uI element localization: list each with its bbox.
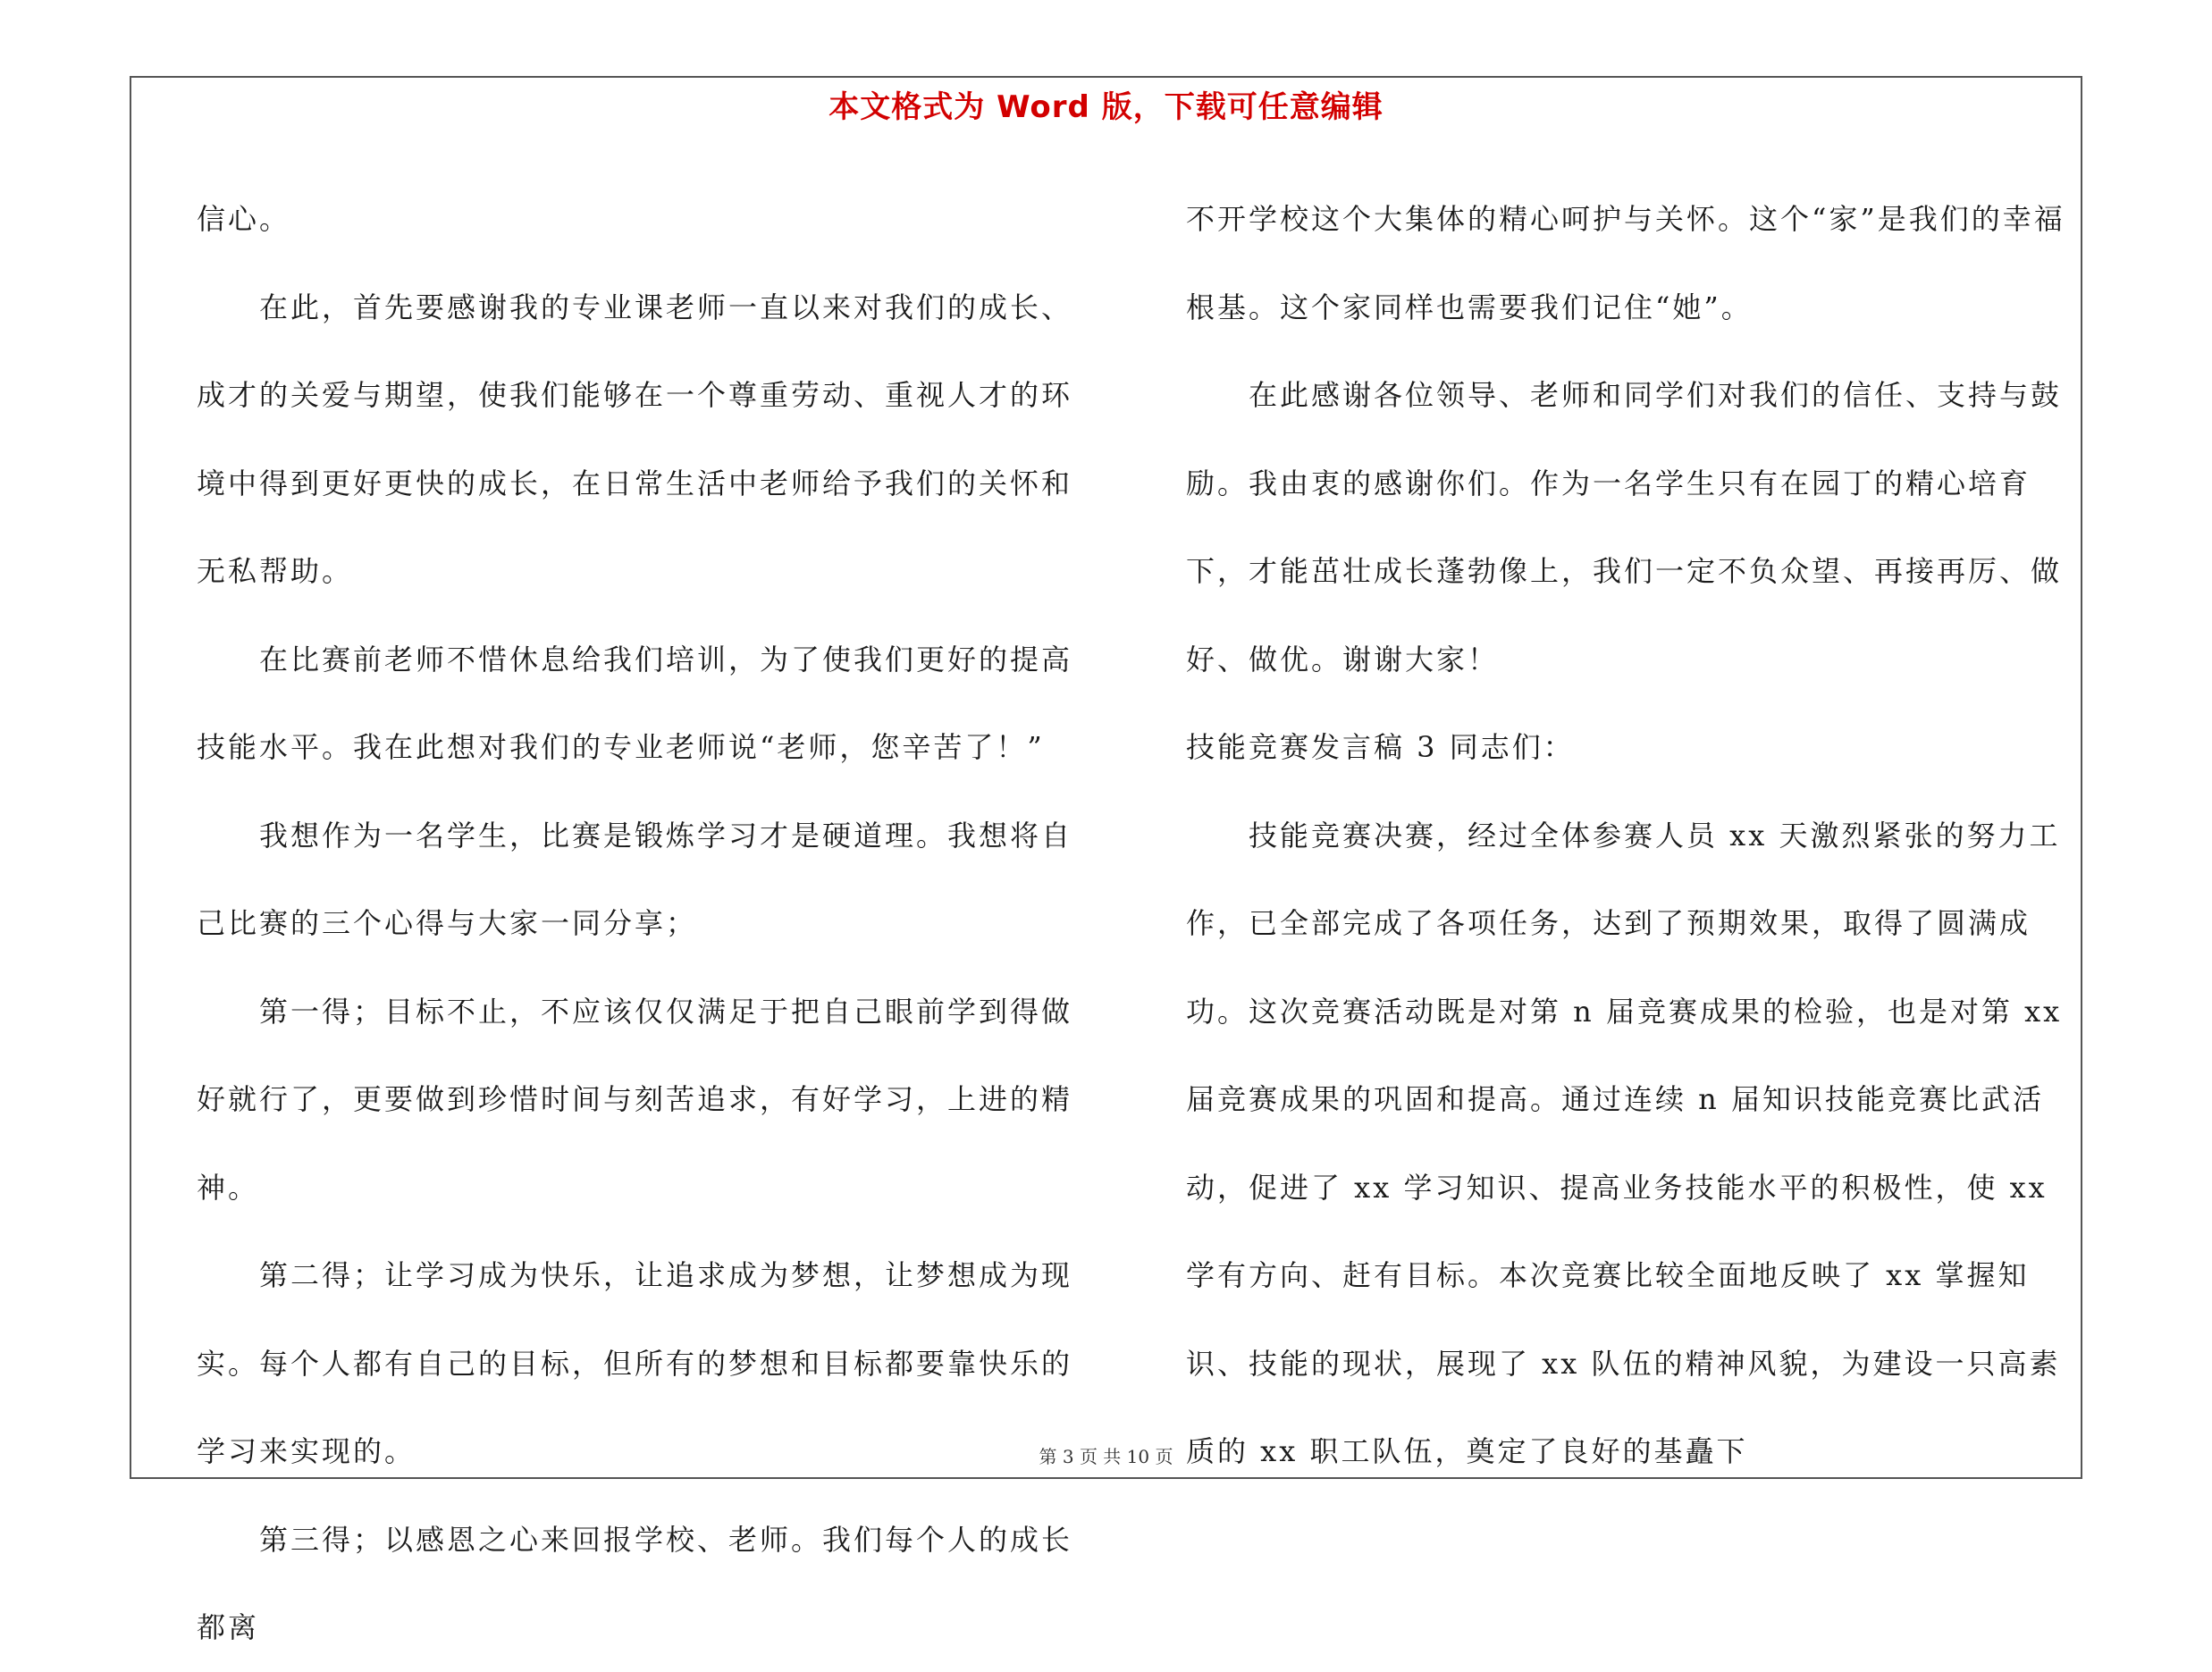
- paragraph: 在此感谢各位领导、老师和同学们对我们的信任、支持与鼓励。我由衷的感谢你们。作为一名学生只有在园丁的精心培育下，才能茁壮成长蓬勃像上，我们一定不负众望、再接再厉、做好、做优。谢谢大家！: [1186, 378, 2063, 676]
- paragraph: 信心。: [197, 202, 291, 236]
- paragraph: 技能竞赛决赛，经过全体参赛人员 xx 天激烈紧张的努力工作，已全部完成了各项任务，达到了预期效果，取得了圆满成功。这次竞赛活动既是对第 n 届竞赛成果的检验，也是对第 xx 届竞赛成果的巩固和提高。通过连续 n 届知识技能竞赛比武活动，促进了 xx 学习知识、提高业务技能水平的积极性，使 xx 学有方向、赶有目标。本次竞赛比较全面地反映了 xx 掌握知识、技能的现状，展现了 xx 队伍的精神风貌，为建设一只高素质的 xx 职工队伍，奠定了良好的基矗下: [1186, 818, 2063, 1468]
- paragraph: 我想作为一名学生，比赛是锻炼学习才是硬道理。我想将自己比赛的三个心得与大家一同分享；: [197, 818, 1073, 940]
- paragraph: 在比赛前老师不惜休息给我们培训，为了使我们更好的提高技能水平。我在此想对我们的专业老师说“老师，您辛苦了！”: [197, 642, 1073, 764]
- paragraph: 不开学校这个大集体的精心呵护与关怀。这个“家”是我们的幸福根基。这个家同样也需要我们记住“她”。: [1186, 202, 2065, 324]
- page-number: 第 3 页 共 10 页: [1039, 1446, 1173, 1467]
- document-banner: 本文格式为 Word 版，下载可任意编辑: [828, 89, 1384, 125]
- paragraph: 在此，首先要感谢我的专业课老师一直以来对我们的成长、成才的关爱与期望，使我们能够在一个尊重劳动、重视人才的环境中得到更好更快的成长，在日常生活中老师给予我们的关怀和无私帮助。: [197, 290, 1073, 588]
- paragraph: 第三得；以感恩之心来回报学校、老师。我们每个人的成长都离: [197, 1522, 1073, 1644]
- paragraph: 第一得；目标不止，不应该仅仅满足于把自己眼前学到得做好就行了，更要做到珍惜时间与刻苦追求，有好学习，上进的精神。: [197, 994, 1073, 1205]
- right-column: [1186, 175, 2089, 1496]
- section-heading: 技能竞赛发言稿 3 同志们：: [1186, 730, 1575, 764]
- paragraph: 第二得；让学习成为快乐，让追求成为梦想，让梦想成为现实。每个人都有自己的目标，但所有的梦想和目标都要靠快乐的学习来实现的。: [197, 1258, 1073, 1468]
